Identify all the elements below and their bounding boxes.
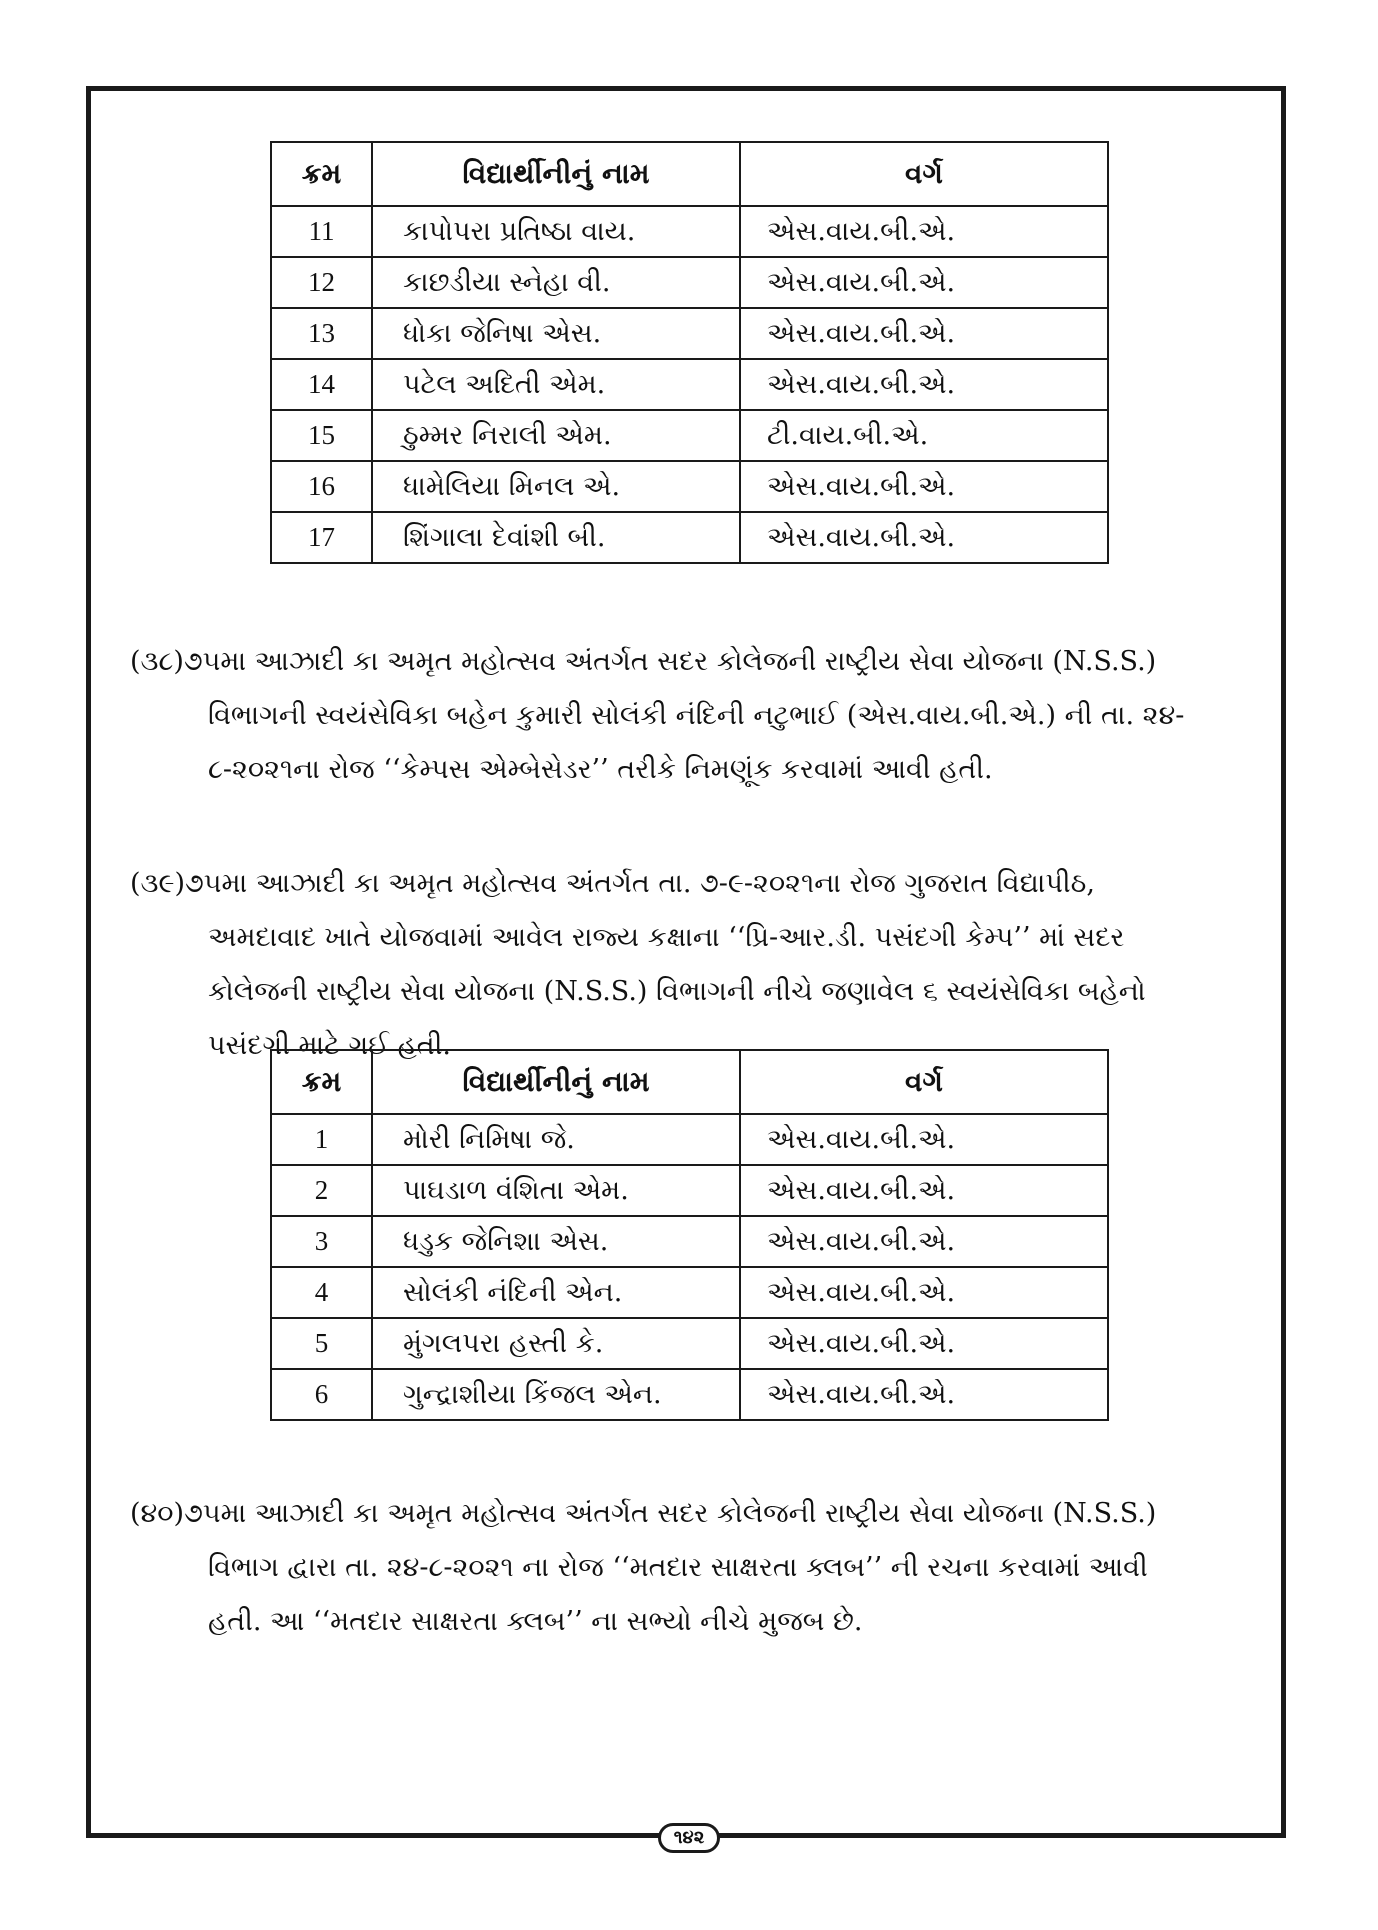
cell-serial: 13 (271, 308, 372, 359)
paragraph-40 (130, 1487, 1248, 1649)
table-row (271, 512, 1108, 563)
paragraph-line: વિભાગ દ્વારા તા. ૨૪-૮-૨૦૨૧ ના રોજ ‘‘મતદાર સાક્ષરતા ક્લબ’’ ની રચના કરવામાં આવી (208, 1552, 1148, 1583)
paragraph-line: વિભાગની સ્વયંસેવિકા બહેન કુમારી સોલંકી નંદિની નટુભાઈ (એસ.વાય.બી.એ.) ની તા. ૨૪- (208, 700, 1185, 731)
cell-class: એસ.વાય.બી.એ. (740, 1267, 1108, 1318)
column-header-student-name: વિદ્યાર્થીનીનું નામ (372, 1050, 740, 1114)
column-header-serial: ક્રમ (271, 1050, 372, 1114)
cell-class: એસ.વાય.બી.એ. (740, 1318, 1108, 1369)
cell-class: એસ.વાય.બી.એ. (740, 1216, 1108, 1267)
table-row (271, 257, 1108, 308)
cell-class: એસ.વાય.બી.એ. (740, 359, 1108, 410)
cell-serial: 11 (271, 206, 372, 257)
cell-student-name: ધડુક જેનિશા એસ. (372, 1216, 740, 1267)
paragraph-text: ૭૫મા આઝાદી કા અમૃત મહોત્સવ અંતર્ગત સદર કોલેજની રાષ્ટ્રીય સેવા યોજના (N.S.S.) (184, 1498, 1157, 1529)
cell-class: એસ.વાય.બી.એ. (740, 308, 1108, 359)
cell-student-name: કાછડીયા સ્નેહા વી. (372, 257, 740, 308)
paragraph-line: ૮-૨૦૨૧ના રોજ ‘‘કેમ્પસ એમ્બેસેડર’’ તરીકે નિમણૂંક કરવામાં આવી હતી. (208, 754, 993, 785)
student-table-1 (270, 141, 1109, 564)
table-row (271, 410, 1108, 461)
paragraph-line (130, 857, 1248, 911)
table-row (271, 1114, 1108, 1165)
paragraph-line: અમદાવાદ ખાતે યોજવામાં આવેલ રાજ્ય કક્ષાના ‘‘પ્રિ-આર.ડી. પસંદગી કેમ્પ’’ માં સદર (208, 922, 1125, 953)
cell-student-name: ગુન્દ્રાશીયા કિંજલ એન. (372, 1369, 740, 1420)
cell-class: એસ.વાય.બી.એ. (740, 257, 1108, 308)
cell-student-name: ધોકા જેનિષા એસ. (372, 308, 740, 359)
table-row (271, 1216, 1108, 1267)
paragraph-line: કોલેજની રાષ્ટ્રીય સેવા યોજના (N.S.S.) વિભાગની નીચે જણાવેલ ૬ સ્વયંસેવિકા બહેનો (208, 976, 1146, 1007)
table-row (271, 308, 1108, 359)
cell-serial: 5 (271, 1318, 372, 1369)
table-row (271, 1267, 1108, 1318)
table-row (271, 461, 1108, 512)
cell-student-name: કાપોપરા પ્રતિષ્ઠા વાય. (372, 206, 740, 257)
paragraph-38 (130, 635, 1248, 797)
cell-serial: 12 (271, 257, 372, 308)
cell-student-name: સોલંકી નંદિની એન. (372, 1267, 740, 1318)
cell-serial: 15 (271, 410, 372, 461)
column-header-student-name: વિદ્યાર્થીનીનું નામ (372, 142, 740, 206)
cell-serial: 16 (271, 461, 372, 512)
cell-student-name: મોરી નિમિષા જે. (372, 1114, 740, 1165)
table-row (271, 1165, 1108, 1216)
column-header-class: વર્ગ (740, 142, 1108, 206)
cell-student-name: ઠુમ્મર નિરાલી એમ. (372, 410, 740, 461)
paragraph-line: પસંદગી માટે ગઈ હતી. (208, 1030, 452, 1061)
paragraph-line: હતી. આ ‘‘મતદાર સાક્ષરતા ક્લબ’’ ના સભ્યો નીચે મુજબ છે. (208, 1606, 863, 1637)
cell-student-name: ધામેલિયા મિનલ એ. (372, 461, 740, 512)
cell-class: એસ.વાય.બી.એ. (740, 1369, 1108, 1420)
paragraph-number: (૩૯) (130, 868, 186, 899)
table-header-row (271, 142, 1108, 206)
cell-class: ટી.વાય.બી.એ. (740, 410, 1108, 461)
paragraph-text: ૭૫મા આઝાદી કા અમૃત મહોત્સવ અંતર્ગત તા. ૭-૯-૨૦૨૧ના રોજ ગુજરાત વિદ્યાપીઠ, (185, 868, 1095, 899)
paragraph-number: (૩૮) (130, 646, 184, 677)
table-row (271, 1369, 1108, 1420)
student-table-2 (270, 1049, 1109, 1421)
table-row (271, 1318, 1108, 1369)
cell-serial: 2 (271, 1165, 372, 1216)
cell-student-name: પાઘડાળ વંશિતા એમ. (372, 1165, 740, 1216)
column-header-class: વર્ગ (740, 1050, 1108, 1114)
paragraph-line (130, 1487, 1248, 1541)
cell-serial: 14 (271, 359, 372, 410)
cell-serial: 1 (271, 1114, 372, 1165)
paragraph-line (130, 635, 1248, 689)
cell-class: એસ.વાય.બી.એ. (740, 206, 1108, 257)
cell-class: એસ.વાય.બી.એ. (740, 1114, 1108, 1165)
cell-student-name: શિંગાલા દેવાંશી બી. (372, 512, 740, 563)
cell-class: એસ.વાય.બી.એ. (740, 1165, 1108, 1216)
cell-serial: 3 (271, 1216, 372, 1267)
cell-serial: 4 (271, 1267, 372, 1318)
paragraph-39 (130, 857, 1248, 1073)
table-row (271, 359, 1108, 410)
paragraph-text: ૭૫મા આઝાદી કા અમૃત મહોત્સવ અંતર્ગત સદર કોલેજની રાષ્ટ્રીય સેવા યોજના (N.S.S.) (183, 646, 1157, 677)
cell-class: એસ.વાય.બી.એ. (740, 512, 1108, 563)
cell-student-name: મુંગલપરા હસ્તી કે. (372, 1318, 740, 1369)
paragraph-number: (૪૦) (130, 1498, 185, 1529)
cell-student-name: પટેલ અદિતી એમ. (372, 359, 740, 410)
cell-serial: 17 (271, 512, 372, 563)
cell-class: એસ.વાય.બી.એ. (740, 461, 1108, 512)
column-header-serial: ક્રમ (271, 142, 372, 206)
table-header-row (271, 1050, 1108, 1114)
table-row (271, 206, 1108, 257)
page-number: ૧૪૨ (658, 1823, 720, 1853)
cell-serial: 6 (271, 1369, 372, 1420)
